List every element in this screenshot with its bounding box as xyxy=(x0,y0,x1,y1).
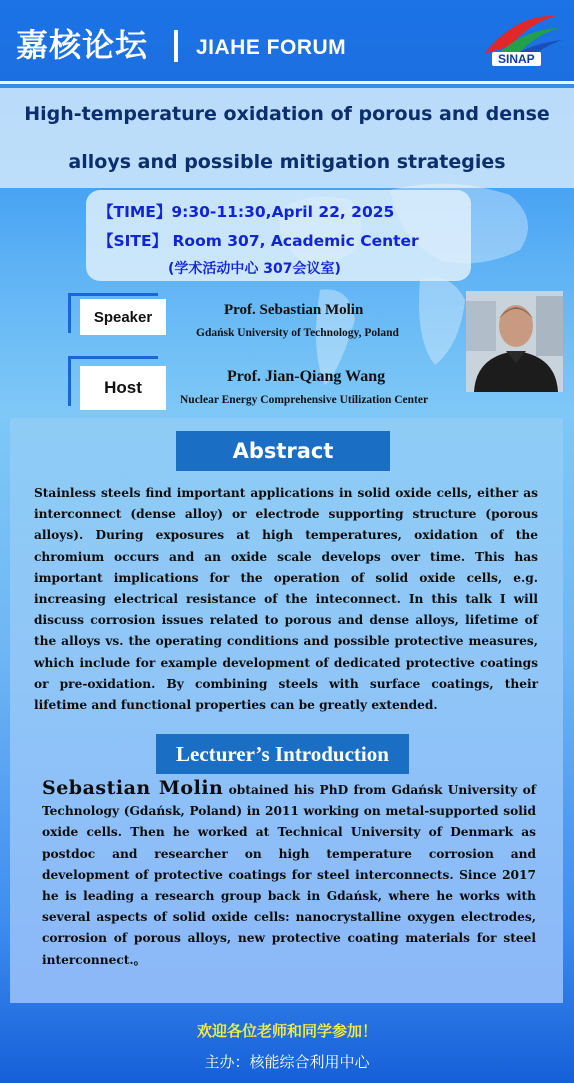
logo-label: SINAP xyxy=(492,52,541,66)
host-role-label: Host xyxy=(80,366,166,410)
speaker-role-label: Speaker xyxy=(80,299,166,335)
brand-chinese: 嘉核论坛 xyxy=(16,26,149,64)
speaker-tag xyxy=(68,293,158,333)
person-silhouette-icon xyxy=(466,291,563,392)
event-info-box xyxy=(86,190,471,281)
host-tag xyxy=(68,356,158,410)
lecturer-intro xyxy=(42,778,536,971)
talk-title: High-temperature oxidation of porous and dense alloys and possible mitigation strategies xyxy=(24,103,550,173)
lecturer-name: Sebastian Molin xyxy=(42,777,224,799)
event-time: 【TIME】9:30-11:30,April 22, 2025 xyxy=(98,203,395,221)
lecturer-heading: Lecturer’s Introduction xyxy=(156,734,409,774)
abstract-text: Stainless steels find important applications in solid oxide cells, either as interconnect (dense alloy) or electrode supporting structure (porous alloys). During exposures at high temperatures, oxidation of the chromium occurs and an oxide scale develops over time. This has important implications for the operation of solid oxide cells, e.g. increasing electrical resistance of the inteconnect. In this talk I will discuss corrosion issues related to porous and dense alloys, lifetime of the alloys vs. the operating conditions and possible protective measures, which include for example development of dedicated protective coatings or pre-oxidation. By combining steels with surface coatings, their lifetime and functional properties can be greatly extended. xyxy=(34,486,538,713)
brand-divider xyxy=(174,30,178,62)
event-site-chinese: (学术活动中心 307会议室) xyxy=(168,261,341,277)
lecturer-bio: obtained his PhD from Gdańsk University of Technology (Gdańsk, Poland) in 2011 working on metal-supported solid oxide cells. Then he worked at Technical University of Denmark as postdoc and researcher on high temperature corrosion and development of protective coatings for steel interconnects. Since 2017 he is leading a research group back in Gdańsk, where he works with several aspects of solid oxide cells: nanocrystalline oxygen electrodes, corrosion of porous alloys, new protective coating materials for steel interconnect.。 xyxy=(42,783,536,967)
organizer-line: 主办：核能综合利用中心 xyxy=(204,1053,370,1071)
abstract-heading: Abstract xyxy=(176,431,390,471)
host-name: Prof. Jian-Qiang Wang xyxy=(227,368,386,385)
welcome-message: 欢迎各位老师和同学参加！ xyxy=(196,1022,377,1040)
content-panel xyxy=(10,418,563,1003)
event-site: 【SITE】 Room 307, Academic Center xyxy=(98,232,419,250)
host-affiliation: Nuclear Energy Comprehensive Utilization Center xyxy=(180,394,429,406)
speaker-photo xyxy=(466,291,563,392)
speaker-affiliation: Gdańsk University of Technology, Poland xyxy=(196,327,399,339)
brand-english: JIAHE FORUM xyxy=(196,36,347,59)
speaker-name: Prof. Sebastian Molin xyxy=(224,302,364,318)
header-bar xyxy=(0,0,574,84)
